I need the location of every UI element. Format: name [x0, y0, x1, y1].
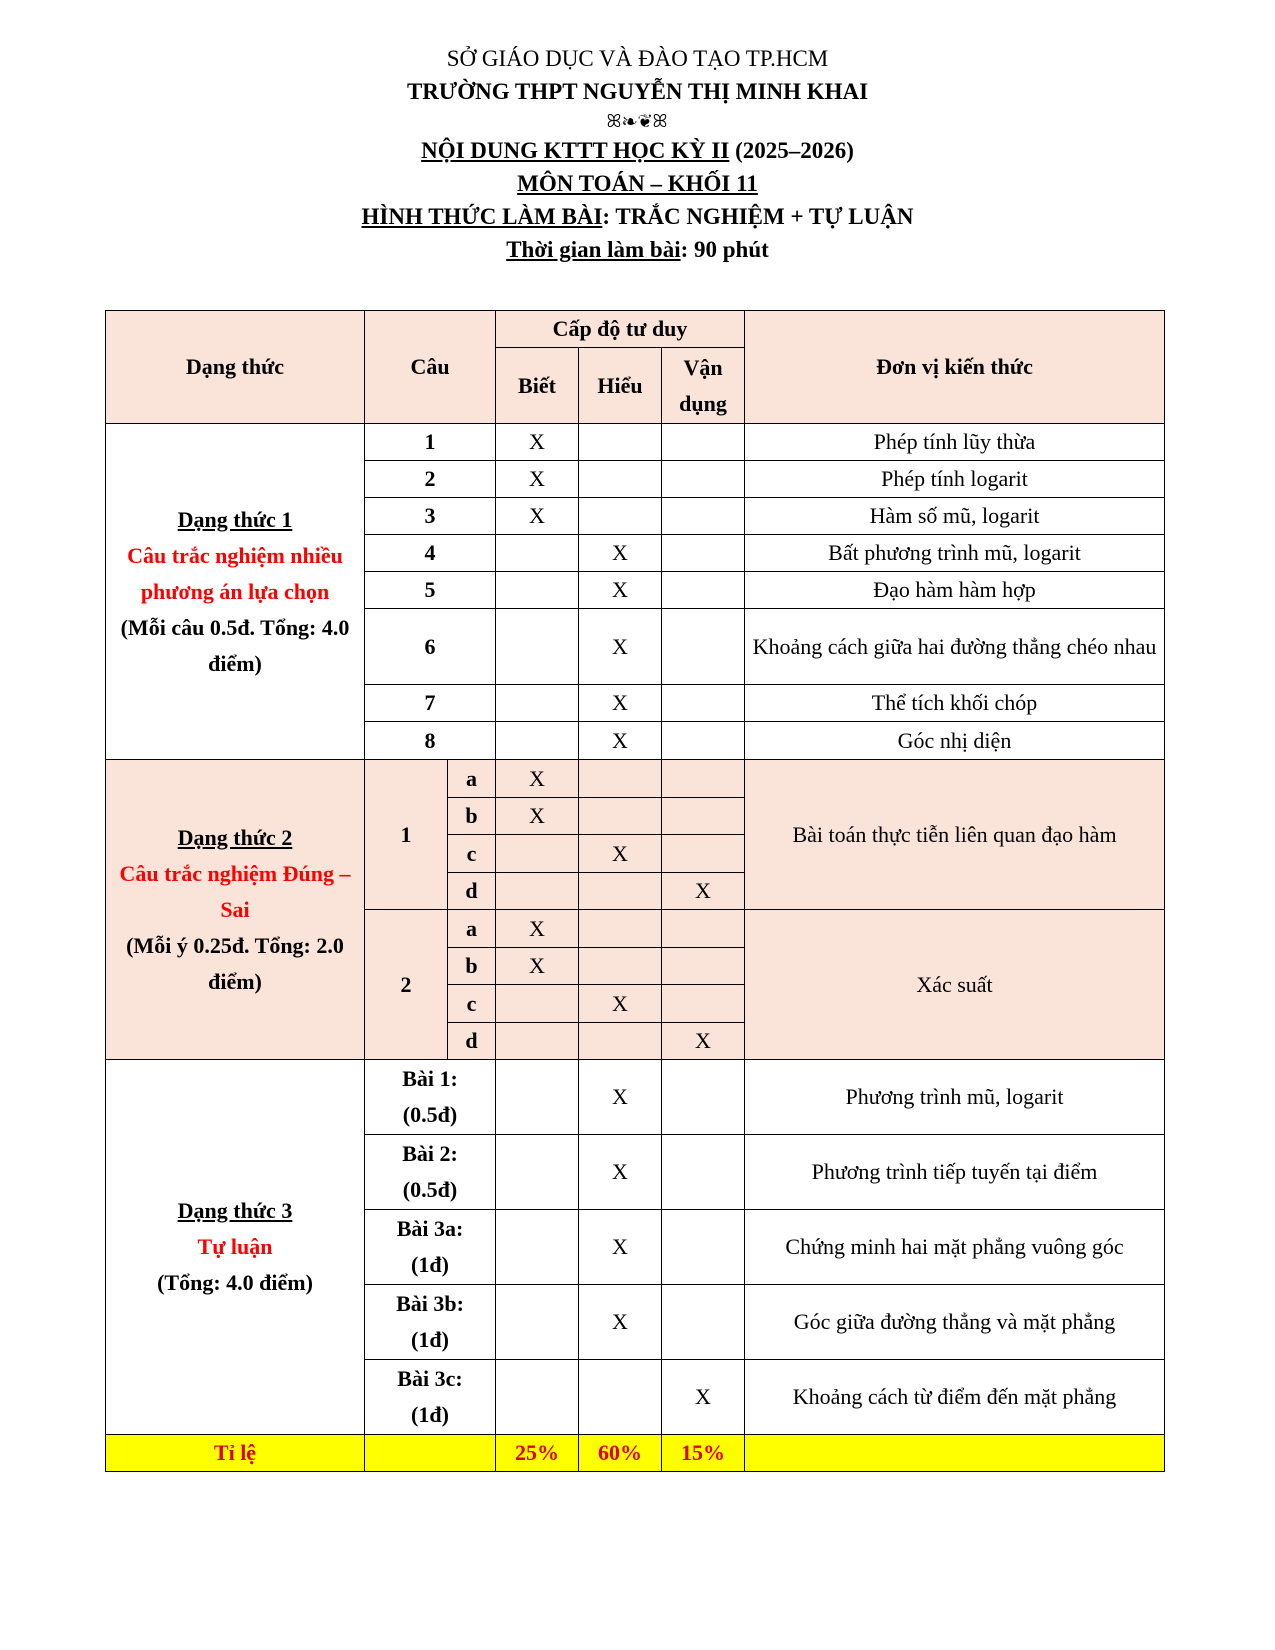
g3-cau-points: (0.5đ) [402, 1102, 458, 1127]
g2-biet [496, 985, 579, 1023]
g2-hieu [579, 1023, 662, 1060]
g1-hieu: X [579, 609, 662, 685]
g2-biet: X [496, 910, 579, 948]
g1-cau: 3 [365, 498, 496, 535]
g1-van-dung [662, 424, 745, 461]
g2-biet: X [496, 948, 579, 985]
g2-biet [496, 873, 579, 910]
g1-biet: X [496, 424, 579, 461]
g1-topic: Phép tính logarit [745, 461, 1165, 498]
g1-cau: 5 [365, 572, 496, 609]
g3-cau [365, 1060, 496, 1135]
g3-hieu: X [579, 1285, 662, 1360]
time-value: : 90 phút [680, 237, 769, 262]
g1-biet [496, 609, 579, 685]
ratio-empty-cau [365, 1435, 496, 1472]
group3-note: (Tổng: 4.0 điểm) [157, 1270, 313, 1295]
group2-title: Dạng thức 2 [177, 824, 293, 850]
g2-item-label: d [448, 873, 496, 910]
g2-van-dung: X [662, 1023, 745, 1060]
subject-line [0, 167, 1275, 200]
g1-van-dung [662, 535, 745, 572]
ratio-biet: 25% [496, 1435, 579, 1472]
exam-matrix-table [105, 310, 1165, 1472]
g1-hieu [579, 424, 662, 461]
header-don-vi: Đơn vị kiến thức [745, 311, 1165, 424]
group2-subtitle: Câu trắc nghiệm Đúng – Sai [119, 860, 351, 922]
g1-biet: X [496, 498, 579, 535]
g3-topic: Phương trình tiếp tuyến tại điểm [745, 1135, 1165, 1210]
g2-item-label: a [448, 910, 496, 948]
g1-topic: Hàm số mũ, logarit [745, 498, 1165, 535]
g1-cau: 1 [365, 424, 496, 461]
ratio-label: Tỉ lệ [106, 1435, 365, 1472]
g1-hieu [579, 461, 662, 498]
g3-van-dung: X [662, 1360, 745, 1435]
g2-item-label: b [448, 798, 496, 835]
g1-cau: 2 [365, 461, 496, 498]
g2-hieu: X [579, 985, 662, 1023]
g3-biet [496, 1210, 579, 1285]
g3-cau-name: Bài 3a: [396, 1216, 464, 1241]
g3-biet [496, 1135, 579, 1210]
group1-label [106, 424, 365, 760]
g1-hieu [579, 498, 662, 535]
g2-item-label: a [448, 760, 496, 798]
g1-van-dung [662, 685, 745, 722]
header-hieu: Hiểu [579, 348, 662, 424]
g1-topic: Bất phương trình mũ, logarit [745, 535, 1165, 572]
g1-van-dung [662, 461, 745, 498]
g3-van-dung [662, 1210, 745, 1285]
g1-hieu: X [579, 685, 662, 722]
g3-hieu [579, 1360, 662, 1435]
group1-title: Dạng thức 1 [177, 506, 293, 532]
g1-biet [496, 572, 579, 609]
g2-van-dung [662, 798, 745, 835]
g3-cau-points: (0.5đ) [402, 1177, 458, 1202]
g2-van-dung [662, 760, 745, 798]
g3-hieu: X [579, 1135, 662, 1210]
g2-van-dung [662, 985, 745, 1023]
g1-topic: Phép tính lũy thừa [745, 424, 1165, 461]
school-name: TRƯỜNG THPT NGUYỄN THỊ MINH KHAI [406, 79, 869, 104]
g3-cau [365, 1285, 496, 1360]
g2-van-dung: X [662, 873, 745, 910]
g2-item-label: c [448, 985, 496, 1023]
g1-biet [496, 685, 579, 722]
g1-biet [496, 722, 579, 760]
g3-hieu: X [579, 1210, 662, 1285]
g1-topic: Thể tích khối chóp [745, 685, 1165, 722]
g1-cau: 4 [365, 535, 496, 572]
g2-hieu [579, 873, 662, 910]
g2-van-dung [662, 835, 745, 873]
header-cau: Câu [365, 311, 496, 424]
format-value: : TRẮC NGHIỆM + TỰ LUẬN [602, 204, 914, 229]
time-line [0, 233, 1275, 266]
group1-note: (Mỗi câu 0.5đ. Tổng: 4.0 điểm) [120, 614, 350, 676]
g2-van-dung [662, 910, 745, 948]
g3-cau-points: (1đ) [411, 1327, 449, 1352]
g3-van-dung [662, 1285, 745, 1360]
g3-topic: Chứng minh hai mặt phẳng vuông góc [745, 1210, 1165, 1285]
g2-biet [496, 835, 579, 873]
time-label: Thời gian làm bài [506, 237, 681, 262]
g3-biet [496, 1285, 579, 1360]
g3-topic: Khoảng cách từ điểm đến mặt phẳng [745, 1360, 1165, 1435]
header-van-dung: Vận dụng [662, 348, 745, 424]
group1-subtitle: Câu trắc nghiệm nhiều phương án lựa chọn [127, 542, 343, 604]
ornament-divider: ꕤ❧❦ꕤ [606, 111, 669, 131]
g2-topic: Bài toán thực tiễn liên quan đạo hàm [745, 760, 1165, 910]
g1-hieu: X [579, 722, 662, 760]
g2-biet: X [496, 798, 579, 835]
g1-topic: Góc nhị diện [745, 722, 1165, 760]
header-biet: Biết [496, 348, 579, 424]
document-header [0, 42, 1275, 266]
g3-biet [496, 1060, 579, 1135]
g3-topic: Góc giữa đường thẳng và mặt phẳng [745, 1285, 1165, 1360]
g2-biet: X [496, 760, 579, 798]
g2-biet [496, 1023, 579, 1060]
g3-cau [365, 1210, 496, 1285]
format-line [0, 200, 1275, 233]
group2-label [106, 760, 365, 1060]
format-label: HÌNH THỨC LÀM BÀI [361, 204, 603, 229]
g3-cau [365, 1360, 496, 1435]
g1-van-dung [662, 722, 745, 760]
g3-biet [496, 1360, 579, 1435]
g1-topic: Khoảng cách giữa hai đường thẳng chéo nhau [745, 609, 1165, 685]
group3-label [106, 1060, 365, 1435]
g3-hieu: X [579, 1060, 662, 1135]
g3-van-dung [662, 1060, 745, 1135]
g1-hieu: X [579, 572, 662, 609]
g1-cau: 7 [365, 685, 496, 722]
g2-hieu: X [579, 835, 662, 873]
g3-cau-name: Bài 2: [402, 1141, 458, 1166]
g2-cau: 1 [365, 760, 448, 910]
g1-van-dung [662, 498, 745, 535]
g3-cau-name: Bài 1: [402, 1066, 458, 1091]
g2-hieu [579, 948, 662, 985]
g3-cau-name: Bài 3b: [396, 1291, 464, 1316]
group3-subtitle: Tự luận [197, 1234, 273, 1259]
group2-note: (Mỗi ý 0.25đ. Tổng: 2.0 điểm) [126, 932, 344, 994]
group3-title: Dạng thức 3 [177, 1198, 293, 1223]
subject-text: MÔN TOÁN – KHỐI 11 [517, 171, 758, 196]
g2-item-label: d [448, 1023, 496, 1060]
title-year: (2025–2026) [729, 138, 854, 163]
g3-cau-points: (1đ) [411, 1402, 449, 1427]
header-cap-do: Cấp độ tư duy [496, 311, 745, 348]
ratio-van-dung: 15% [662, 1435, 745, 1472]
g1-van-dung [662, 572, 745, 609]
g2-cau: 2 [365, 910, 448, 1060]
g1-hieu: X [579, 535, 662, 572]
g2-van-dung [662, 948, 745, 985]
g2-hieu [579, 798, 662, 835]
ratio-hieu: 60% [579, 1435, 662, 1472]
document-title [0, 134, 1275, 167]
g2-item-label: b [448, 948, 496, 985]
title-main: NỘI DUNG KTTT HỌC KỲ II [421, 138, 730, 163]
g3-cau-name: Bài 3c: [397, 1366, 463, 1391]
g1-van-dung [662, 609, 745, 685]
g1-topic: Đạo hàm hàm hợp [745, 572, 1165, 609]
ratio-empty-topic [745, 1435, 1165, 1472]
header-dang-thuc: Dạng thức [106, 311, 365, 424]
g3-cau-points: (1đ) [411, 1252, 449, 1277]
g2-hieu [579, 910, 662, 948]
g1-cau: 8 [365, 722, 496, 760]
g2-item-label: c [448, 835, 496, 873]
g2-hieu [579, 760, 662, 798]
g1-biet [496, 535, 579, 572]
g1-biet: X [496, 461, 579, 498]
g2-topic: Xác suất [745, 910, 1165, 1060]
g3-cau [365, 1135, 496, 1210]
g1-cau: 6 [365, 609, 496, 685]
g3-topic: Phương trình mũ, logarit [745, 1060, 1165, 1135]
g3-van-dung [662, 1135, 745, 1210]
department-name: SỞ GIÁO DỤC VÀ ĐÀO TẠO TP.HCM [446, 46, 829, 71]
